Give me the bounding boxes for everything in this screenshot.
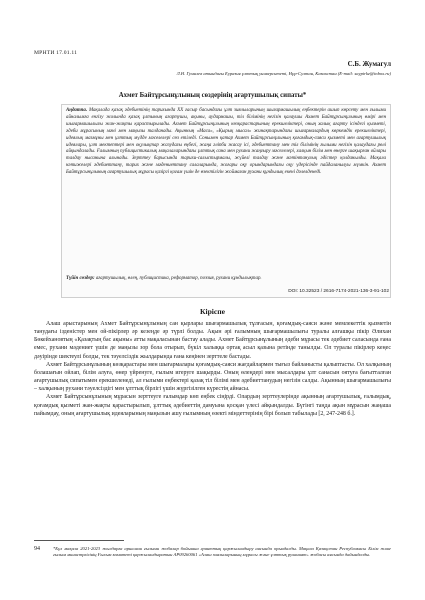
- body-text: [34, 320, 391, 418]
- author-name: С.Б. Жумагул: [347, 60, 391, 68]
- abstract-text: Мақалада қазақ әдебиетінің тарихында ХХ ғасыр басындағы ұлт зиялыларының шығармашылық еңбектерін ашып көрсету мен ғылыми айналымға енгізу жолында қазақ ұлтының ағартушы, ақыны, аудармашы, тіл білімінің негізін қалаушы Ахмет Байтұрсынұлының өмірі мен шығармашылығы жан-жақты қарастырылады. Ахмет Байтұрсынұлының көзқарастарының ерекшеліктері, оның халық ағарту ісіндегі қызметі, әдеби мұрасының мәні мен маңызы талданады. Ақынның «Маса», «Қырық мысал» жинақтарындағы шығармалардың көркемдік ерекшеліктері, идеялық мазмұны мен ұлттық мүдде мәселелері сөз етіледі. Сонымен қатар Ахмет Байтұрсынұлының қоғамдық-саяси қызметі мен ағартушылық идеялары, ұлт мектептері мен оқулықтар жазудағы еңбегі, жаңа әліпби жасау ісі, әдебиеттану мен тіл білімінің ғылыми негізін қалаудағы рөлі айқындалады. Ғалымның публицистикалық мақалаларындағы ұлттық сана мен рухани жаңғыру мәселелері, халқын білім мен өнерге шақырған ойлары талдау нысанына алынады. Зерттеу барысында тарихи-салыстырмалы, жүйелі талдау және мәтінтанулық әдістер қолданылды. Мақала нәтижелері әдебиеттану, тарих және мәдениеттану салаларында, жоғары оқу орындарындағы оқу үдерісінде пайдаланылуы мүмкін. Ахмет Байтұрсынұлының ағартушылық мұрасы қазіргі қоғам үшін де өзектілігін жоймаған рухани құндылық екені дәлелденеді.: [66, 108, 387, 176]
- keywords: [66, 276, 386, 283]
- paragraph: Ахмет Байтұрсынұлының мұрасын зерттеуге ғалымдар көп еңбек сіңірді. Олардың зерттеулерінде ақынның ағартушылық, ғалымдық, қоғамдық қызметі жан-жақты қарастырылып, ұлттық әдебиеттің дамуына қосқан үлесі айқындалды. Бүгінгі таңда ақын мұрасын жаңаша пайымдау, оның ағартушылық идеяларының маңызын ашу ғылымның өзекті міндеттерінің бірі болып табылады [2, 247-248 б.].: [34, 394, 391, 417]
- footnote: *Бұл мақала 2021-2023 жылдарға арналған ғылыми жобалар бойынша гранттық қаржыландыру аясында орындалды. Мақала Қазақстан Республикасы Білім және ғылым министрлігінің Ғылым комитеті қаржыландыратын AP09260061 «Алаш зиялыларының мұрасы және ұлттық руханият» жобасы аясында дайындалды.: [53, 546, 391, 558]
- paragraph: Алаш арыстарының Ахмет Байтұрсынұлының сан қырлары шығармашылық тұлғасын, қоғамдық-саяси және мемлекеттік қызметін танудағы ізденістер мен ой-пікірлер әр кезеңде әр түрлі болды. Ақын әрі ғалымның шығармашылығы туралы алғашқы пікір Әлихан Бөкейхановтың «Қазақтың бас ақыны» атты мақаласынан бастау алады. Ахмет Байтұрсынұлының әдеби мұрасы тек әдебиет саласында ғана емес, рухани мәдениет үшін де маңызы зор бола отырып, бүкіл халыққа ортақ асыл қазына ретінде танылды. Ол туралы пікірлер кеңес дәуірінде шектеулі болды, тек тәуелсіздік жылдарында ғана кеңінен зерттеле бастады.: [34, 321, 391, 360]
- footnote-divider: [34, 540, 124, 541]
- keywords-label: Түйін сөздер:: [66, 276, 95, 281]
- abstract: [66, 108, 386, 177]
- keywords-text: ағартушылық, өлең, публицистика, реформатор, поэзия, рухани құндылықтар.: [95, 276, 262, 281]
- doi: DOI: 10.32523 / 2616-7174-2021-136-3-91-102: [288, 289, 389, 294]
- author-affiliation: Л.Н. Гумилев атындағы Еуразия ұлттық университеті, Нұр-Султан, Казахстан (E-mail: saypirkz@inbox.ru): [176, 71, 391, 76]
- classification-code: МРНТИ 17.01.11: [34, 50, 78, 56]
- article-title: Ахмет Байтұрсынұлының сөздерінің ағартушылық сипаты*: [118, 92, 307, 99]
- section-heading: Кіріспе: [199, 307, 226, 316]
- page-number: 94: [34, 546, 40, 552]
- abstract-label: Аңдатпа.: [66, 108, 88, 113]
- paragraph: Ахмет Байтұрсынұлының көзқарастары мен шығармалары қоғамдық-саяси жағдайлармен тығыз байланысты қалыптасты. Ол халқының болашағын ойлап, білім алуға, өнер үйренуге, ғылым игеруге шақырды. Оның өлеңдері мен мысалдары ұлт санасын оятуға бағытталған ағартушылық сипатымен ерекшеленеді, ал ғылыми еңбектері қазақ тіл білімі мен әдебиеттанудың негізін салды. Ақынның шығармашылығы – халқының рухани тәуелсіздігі мен ұлттық бірлігі үшін жүргізілген күрестің айнасы.: [34, 361, 391, 393]
